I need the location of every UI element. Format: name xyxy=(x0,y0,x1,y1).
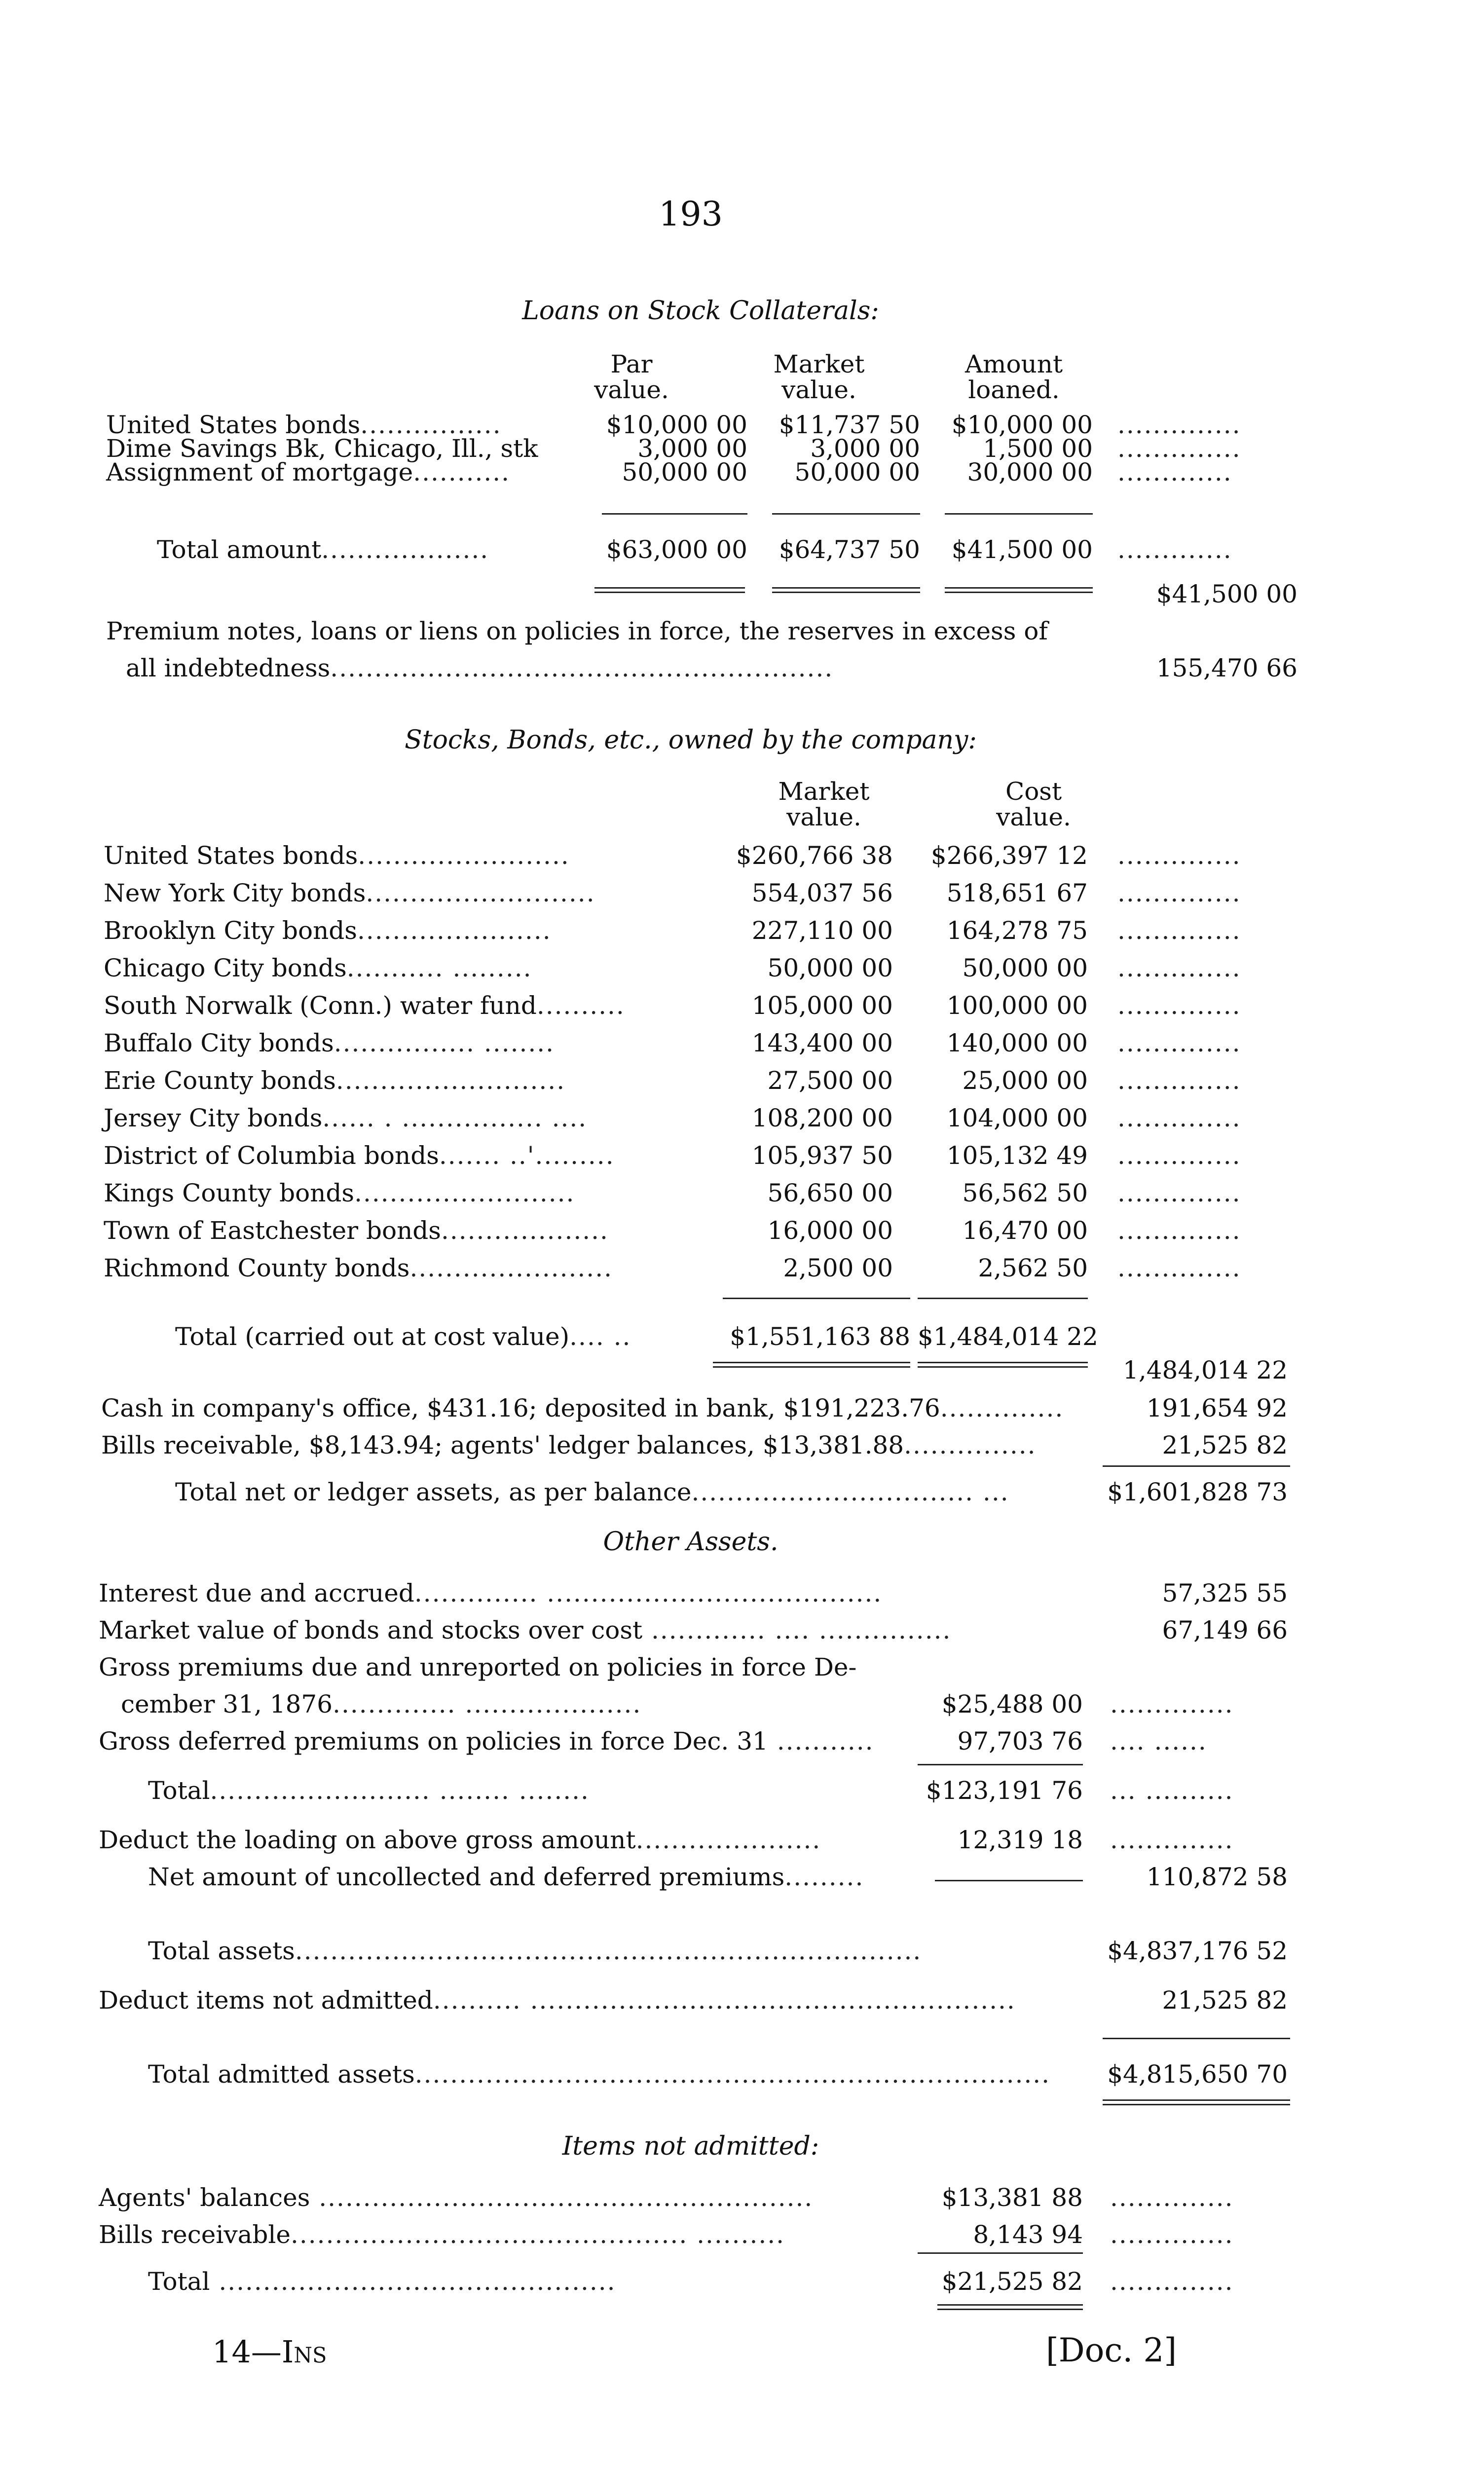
loans-col-market: Market value. xyxy=(773,350,865,404)
loans-row-label: Dime Savings Bk, Chicago, Ill., stk xyxy=(106,434,538,463)
cash-label: Cash in company's office, $431.16; deposited in bank, $191,223.76.............. xyxy=(101,1394,1064,1422)
leader-dots: .... ...... xyxy=(1110,1727,1207,1756)
interest-label: Interest due and accrued.............. ...................................... xyxy=(99,1579,883,1607)
stocks-col-market: Market value. xyxy=(778,777,870,831)
gross-unreported-line1: Gross premiums due and unreported on policies in force De- xyxy=(99,1653,857,1682)
bills-label: Bills receivable, $8,143.94; agents' ledger balances, $13,381.88............... xyxy=(101,1431,1037,1459)
net-uncollected-value: 110,872 58 xyxy=(1146,1863,1288,1891)
leader-dots: .......... xyxy=(536,991,625,1020)
leader-dots: .............. xyxy=(1110,2220,1234,2249)
stocks-row-market: 27,500 00 xyxy=(767,1066,893,1095)
net-uncollected-label: Net amount of uncollected and deferred premiums......... xyxy=(148,1863,864,1891)
stocks-row-cost: 25,000 00 xyxy=(962,1066,1088,1095)
deduct-not-admitted-value: 21,525 82 xyxy=(1162,1986,1288,2015)
footer-doc: [Doc. 2] xyxy=(1046,2331,1177,2369)
leader-dots: .............. xyxy=(1117,1179,1241,1207)
stocks-row-market: 2,500 00 xyxy=(783,1254,893,1282)
rule xyxy=(918,1764,1083,1765)
gross-unreported-line2: cember 31, 1876.............. .................... xyxy=(121,1690,642,1719)
double-rule xyxy=(937,2304,1083,2310)
cash-value: 191,654 92 xyxy=(1146,1394,1288,1422)
leader-dots: .............. xyxy=(1117,434,1241,463)
premium-notes-line1: Premium notes, loans or liens on policies in force, the reserves in excess of xyxy=(106,617,1048,645)
loans-total-carried: $41,500 00 xyxy=(1156,580,1298,608)
leader-dots: ........... ......... xyxy=(346,954,532,982)
loans-row-amount: 1,500 00 xyxy=(983,434,1093,463)
loans-total-label: Total amount................... xyxy=(157,535,489,564)
total-net-value: $1,601,828 73 xyxy=(1107,1478,1288,1506)
footer-signature: 14—Ins xyxy=(212,2334,327,2370)
stocks-row-cost: 50,000 00 xyxy=(962,954,1088,982)
double-rule xyxy=(772,587,920,593)
leader-dots: ...... . ................ .... xyxy=(322,1104,588,1132)
leader-dots: .............. xyxy=(1117,1141,1241,1170)
deduct-not-admitted-label: Deduct items not admitted.......... ....................................................... xyxy=(99,1986,1016,2015)
double-rule xyxy=(1103,2099,1290,2105)
loans-row-market: $11,737 50 xyxy=(779,411,920,439)
stocks-row-cost: 140,000 00 xyxy=(946,1029,1088,1057)
leader-dots: .............. xyxy=(1117,991,1241,1020)
stocks-row-market: $260,766 38 xyxy=(736,841,893,870)
stocks-row-cost: 56,562 50 xyxy=(962,1179,1088,1207)
stocks-row-cost: 518,651 67 xyxy=(946,879,1088,907)
stocks-row-label: Buffalo City bonds................ ........ xyxy=(104,1029,555,1057)
loans-row-par: 3,000 00 xyxy=(637,434,747,463)
loans-total-amount: $41,500 00 xyxy=(951,535,1093,564)
stocks-heading: Stocks, Bonds, etc., owned by the company: xyxy=(405,725,977,755)
stocks-row-market: 108,200 00 xyxy=(751,1104,893,1132)
stocks-row-cost: 2,562 50 xyxy=(978,1254,1088,1282)
total-admitted-value: $4,815,650 70 xyxy=(1107,2060,1288,2089)
leader-dots: ................ ........ xyxy=(334,1029,555,1057)
leader-dots: .............. xyxy=(1110,2183,1234,2212)
double-rule xyxy=(594,587,745,593)
stocks-row-cost: 100,000 00 xyxy=(946,991,1088,1020)
leader-dots: ... .......... xyxy=(1110,1776,1234,1805)
leader-dots: .............. xyxy=(1117,1104,1241,1132)
stocks-row-cost: 16,470 00 xyxy=(962,1216,1088,1245)
leader-dots: .............. xyxy=(1117,1029,1241,1057)
rule xyxy=(772,513,920,515)
stocks-row-market: 56,650 00 xyxy=(767,1179,893,1207)
stocks-row-cost: $266,397 12 xyxy=(930,841,1088,870)
rule xyxy=(945,513,1093,515)
leader-dots: ............. xyxy=(1117,535,1232,564)
leader-dots: ........................ xyxy=(358,841,570,870)
stocks-row-cost: 105,132 49 xyxy=(946,1141,1088,1170)
stocks-row-market: 105,937 50 xyxy=(751,1141,893,1170)
stocks-total-carried: 1,484,014 22 xyxy=(1123,1356,1288,1384)
loans-row-label: Assignment of mortgage........... xyxy=(106,458,511,486)
leader-dots: .............. xyxy=(1117,1254,1241,1282)
leader-dots: .............. xyxy=(1117,841,1241,870)
leader-dots: .......................... xyxy=(366,879,595,907)
stocks-total-label: Total (carried out at cost value).... .. xyxy=(175,1322,631,1351)
leader-dots: .............. xyxy=(1117,954,1241,982)
stocks-col-cost: Cost value. xyxy=(996,777,1071,831)
leader-dots: .............. xyxy=(1117,916,1241,945)
leader-dots: .............. xyxy=(1117,1066,1241,1095)
stocks-row-cost: 104,000 00 xyxy=(946,1104,1088,1132)
loans-row-market: 50,000 00 xyxy=(794,458,920,486)
loans-row-amount: 30,000 00 xyxy=(967,458,1093,486)
total-assets-value: $4,837,176 52 xyxy=(1107,1937,1288,1965)
leader-dots: ....... ..'......... xyxy=(439,1141,615,1170)
other-assets-heading: Other Assets. xyxy=(603,1527,779,1557)
gross-deferred-label: Gross deferred premiums on policies in force Dec. 31 ........... xyxy=(99,1727,874,1756)
na-total-value: $21,525 82 xyxy=(941,2267,1083,2296)
leader-dots: ...................... xyxy=(357,916,552,945)
na-total-label: Total ............................................. xyxy=(148,2267,616,2296)
loans-col-amount: Amount loaned. xyxy=(965,350,1063,404)
stocks-row-label: United States bonds........................ xyxy=(104,841,570,870)
leader-dots: .............. xyxy=(1110,1690,1234,1719)
stocks-row-label: Jersey City bonds...... . ................ .... xyxy=(104,1104,588,1132)
leader-dots: ............. xyxy=(1117,458,1232,486)
stocks-row-label: Chicago City bonds........... ......... xyxy=(104,954,532,982)
total-assets-label: Total assets....................................................................... xyxy=(148,1937,922,1965)
leader-dots: ................... xyxy=(441,1216,609,1245)
gross-deferred-value: 97,703 76 xyxy=(957,1727,1083,1756)
total-admitted-label: Total admitted assets........................................................................ xyxy=(148,2060,1051,2089)
stocks-row-label: Town of Eastchester bonds................... xyxy=(104,1216,609,1245)
leader-dots: ......................... xyxy=(354,1179,575,1207)
stocks-row-label: District of Columbia bonds....... ..'......... xyxy=(104,1141,615,1170)
loans-heading: Loans on Stock Collaterals: xyxy=(522,296,879,326)
agents-label: Agents' balances ........................................................ xyxy=(99,2183,814,2212)
stocks-row-label: New York City bonds.......................... xyxy=(104,879,595,907)
stocks-row-market: 554,037 56 xyxy=(751,879,893,907)
leader-dots: .............. xyxy=(1117,879,1241,907)
deduct-loading-value: 12,319 18 xyxy=(957,1826,1083,1854)
stocks-row-market: 143,400 00 xyxy=(751,1029,893,1057)
market-over-cost-label: Market value of bonds and stocks over cost ............. .... ............... xyxy=(99,1616,952,1645)
stocks-row-market: 16,000 00 xyxy=(767,1216,893,1245)
leader-dots: .............. xyxy=(1117,411,1241,439)
total-net-label: Total net or ledger assets, as per balance................................ ... xyxy=(175,1478,1009,1506)
loans-total-market: $64,737 50 xyxy=(779,535,920,564)
rule xyxy=(935,1880,1083,1881)
stocks-row-label: South Norwalk (Conn.) water fund.......... xyxy=(104,991,625,1020)
leader-dots: .............. xyxy=(1110,1826,1234,1854)
leader-dots: .............. xyxy=(1117,1216,1241,1245)
loans-row-amount: $10,000 00 xyxy=(951,411,1093,439)
loans-total-par: $63,000 00 xyxy=(606,535,747,564)
stocks-row-label: Brooklyn City bonds...................... xyxy=(104,916,552,945)
stocks-row-cost: 164,278 75 xyxy=(946,916,1088,945)
gross-unreported-value: $25,488 00 xyxy=(941,1690,1083,1719)
rule xyxy=(602,513,747,515)
leader-dots: .......................... xyxy=(335,1066,566,1095)
na-bills-value: 8,143 94 xyxy=(973,2220,1083,2249)
stocks-total-cost: $1,484,014 22 xyxy=(918,1322,1098,1351)
double-rule xyxy=(945,587,1093,593)
loans-row-par: 50,000 00 xyxy=(622,458,747,486)
page-number: 193 xyxy=(659,195,723,234)
premium-notes-line2: all indebtedness......................................................... xyxy=(126,654,834,682)
deduct-loading-label: Deduct the loading on above gross amount..................... xyxy=(99,1826,821,1854)
leader-dots: ....................... xyxy=(409,1254,613,1282)
rule xyxy=(723,1298,910,1299)
rule xyxy=(1103,1465,1290,1467)
stocks-row-label: Richmond County bonds....................... xyxy=(104,1254,613,1282)
loans-row-par: $10,000 00 xyxy=(606,411,747,439)
loans-col-par: Par value. xyxy=(594,350,669,404)
bills-value: 21,525 82 xyxy=(1162,1431,1288,1459)
loans-row-market: 3,000 00 xyxy=(810,434,920,463)
rule xyxy=(1103,2038,1290,2039)
double-rule xyxy=(713,1362,910,1368)
loans-row-label: United States bonds................ xyxy=(106,411,502,439)
stocks-row-market: 227,110 00 xyxy=(751,916,893,945)
other-total-label: Total......................... ........ ........ xyxy=(148,1776,590,1805)
rule xyxy=(918,1298,1088,1299)
interest-value: 57,325 55 xyxy=(1162,1579,1288,1607)
stocks-row-market: 105,000 00 xyxy=(751,991,893,1020)
agents-value: $13,381 88 xyxy=(941,2183,1083,2212)
market-over-cost-value: 67,149 66 xyxy=(1162,1616,1288,1645)
rule xyxy=(918,2252,1083,2254)
other-total-value: $123,191 76 xyxy=(926,1776,1083,1805)
na-bills-label: Bills receivable............................................. .......... xyxy=(99,2220,785,2249)
premium-notes-value: 155,470 66 xyxy=(1156,654,1298,682)
stocks-row-label: Kings County bonds......................... xyxy=(104,1179,575,1207)
double-rule xyxy=(918,1362,1088,1368)
leader-dots: .............. xyxy=(1110,2267,1234,2296)
not-admitted-heading: Items not admitted: xyxy=(562,2131,819,2161)
stocks-row-label: Erie County bonds.......................... xyxy=(104,1066,566,1095)
stocks-row-market: 50,000 00 xyxy=(767,954,893,982)
stocks-total-market: $1,551,163 88 xyxy=(730,1322,910,1351)
